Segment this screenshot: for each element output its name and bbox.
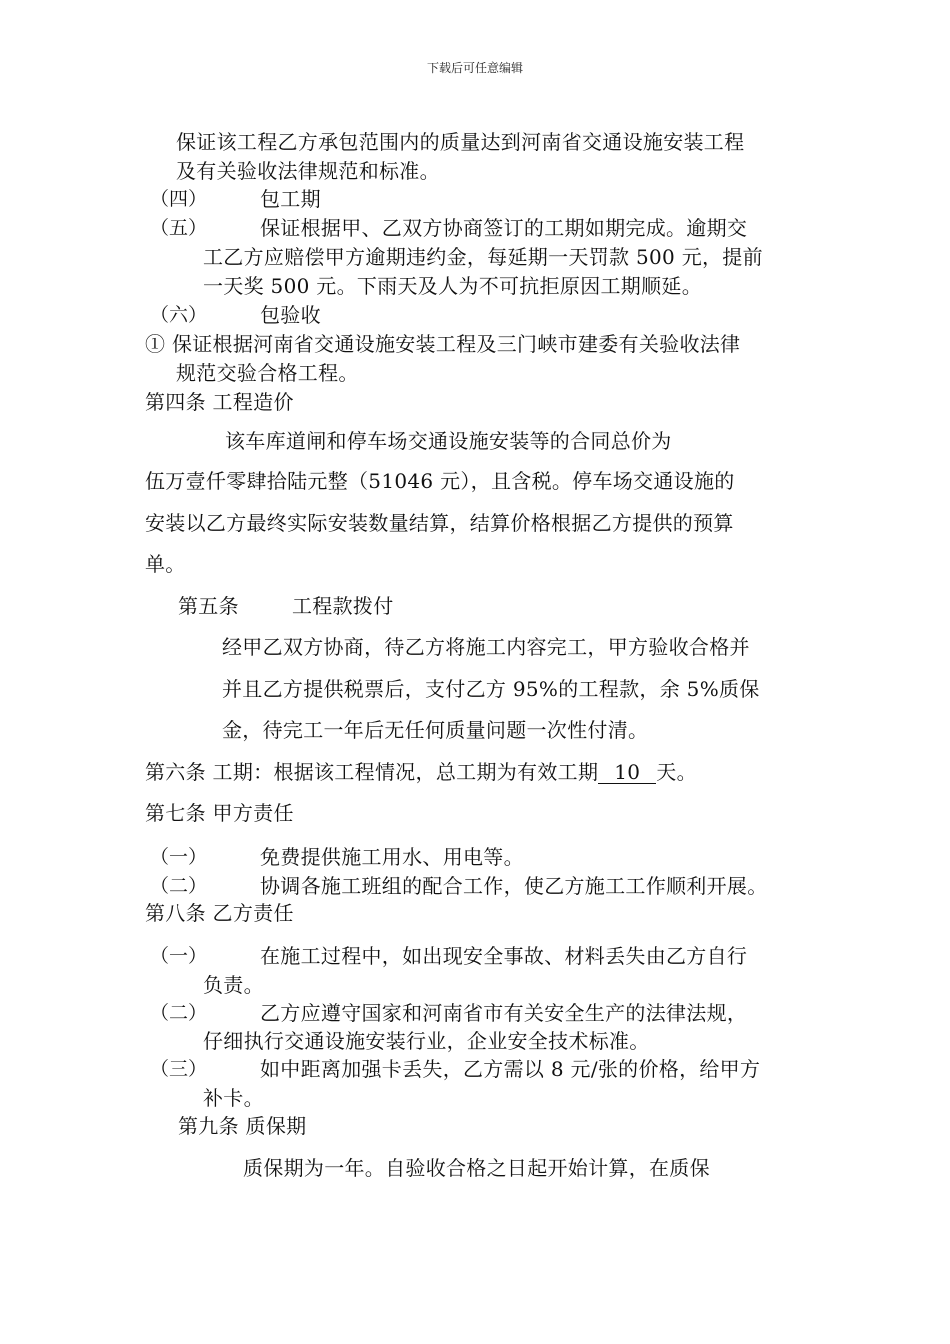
article7-item1-text: 免费提供施工用水、用电等。 (260, 845, 524, 869)
article6-prefix: 第六条 工期：根据该工程情况，总工期为有效工期 (145, 760, 599, 784)
article5-line-2: 并且乙方提供税票后，支付乙方 95%的工程款，余 5%质保 (222, 677, 760, 701)
article4-line-4: 单。 (145, 552, 186, 576)
article6-suffix: 天。 (656, 760, 697, 784)
item6-sub-line-1: ① 保证根据河南省交通设施安装工程及三门峡市建委有关验收法律 (145, 332, 741, 356)
article8-item2-line-1: 乙方应遵守国家和河南省市有关安全生产的法律法规， (260, 1001, 748, 1025)
article8-item1-line-1: 在施工过程中，如出现安全事故、材料丢失由乙方自行 (260, 944, 748, 968)
item6-label: （六） (150, 304, 208, 326)
article7-item2-label: （二） (150, 875, 208, 897)
item4-label: （四） (150, 188, 208, 210)
sec3-line-1: 保证该工程乙方承包范围内的质量达到河南省交通设施安装工程 (176, 130, 745, 154)
article8-item1-line-2: 负责。 (203, 973, 264, 997)
article4-heading: 第四条 工程造价 (145, 390, 294, 414)
article5-heading-title: 工程款拨付 (292, 594, 394, 618)
article4-line-1: 该车库道闸和停车场交通设施安装等的合同总价为 (225, 429, 672, 453)
article5-heading-number: 第五条 (178, 594, 239, 618)
article7-heading: 第七条 甲方责任 (145, 801, 294, 825)
item5-line-1: 保证根据甲、乙双方协商签订的工期如期完成。逾期交 (260, 216, 748, 240)
page-header-note: 下载后可任意编辑 (426, 61, 523, 75)
article8-item3-line-2: 补卡。 (203, 1086, 264, 1110)
sec3-line-2: 及有关验收法律规范和标准。 (176, 159, 440, 183)
article9-heading: 第九条 质保期 (178, 1114, 307, 1138)
article8-item2-line-2: 仔细执行交通设施安装行业，企业安全技术标准。 (203, 1029, 650, 1053)
article8-item3-line-1: 如中距离加强卡丢失，乙方需以 8 元/张的价格，给甲方 (260, 1057, 761, 1081)
article4-line-2: 伍万壹仟零肆拾陆元整（51046 元），且含税。停车场交通设施的 (145, 469, 735, 493)
article8-item2-label: （二） (150, 1002, 208, 1024)
article7-item1-label: （一） (150, 846, 208, 868)
article8-item3-label: （三） (150, 1058, 208, 1080)
article6-days-value: 10 (598, 761, 656, 784)
article5-line-3: 金，待完工一年后无任何质量问题一次性付清。 (222, 718, 649, 742)
article7-item2-text: 协调各施工班组的配合工作，使乙方施工工作顺利开展。 (260, 874, 768, 898)
item5-line-3: 一天奖 500 元。下雨天及人为不可抗拒原因工期顺延。 (203, 274, 702, 298)
article4-line-3: 安装以乙方最终实际安装数量结算，结算价格根据乙方提供的预算 (145, 511, 734, 535)
article8-item1-label: （一） (150, 945, 208, 967)
item5-line-2: 工乙方应赔偿甲方逾期违约金，每延期一天罚款 500 元，提前 (203, 245, 763, 269)
item4-title: 包工期 (260, 187, 321, 211)
article8-heading: 第八条 乙方责任 (145, 901, 294, 925)
item5-label: （五） (150, 217, 208, 239)
article5-line-1: 经甲乙双方协商，待乙方将施工内容完工，甲方验收合格并 (222, 635, 750, 659)
item6-sub-line-2: 规范交验合格工程。 (176, 361, 359, 385)
article6-line (145, 759, 697, 785)
article9-line-1: 质保期为一年。自验收合格之日起开始计算，在质保 (243, 1156, 710, 1180)
item6-title: 包验收 (260, 303, 321, 327)
